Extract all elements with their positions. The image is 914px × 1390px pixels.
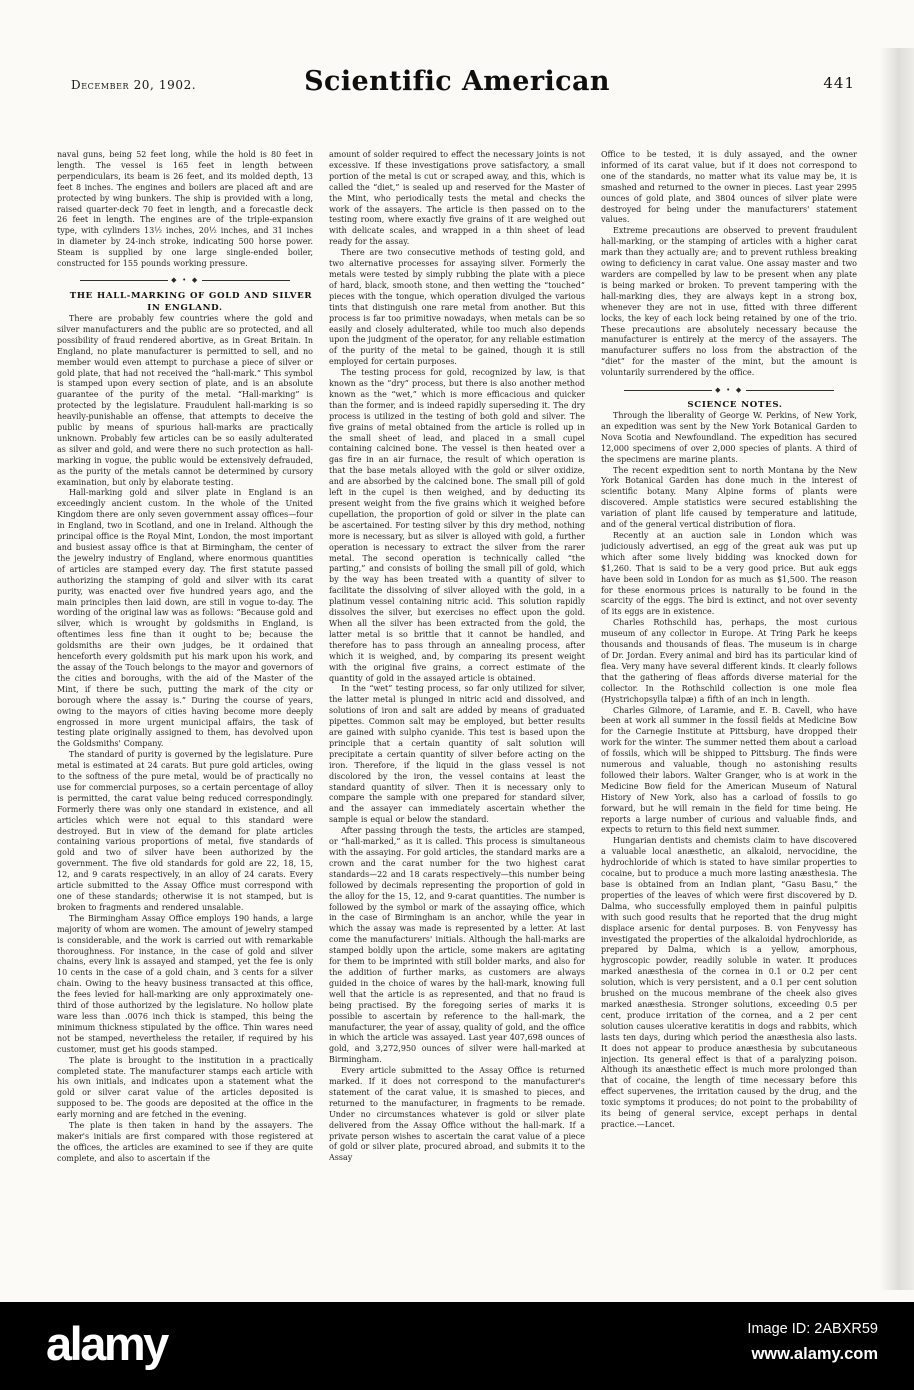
paragraph: amount of solder required to effect the necessary joints is not excessive. If these investigations prove satisfactory, a small portion of the metal is cut or scraped away, and this, which is called the “diet,” is sealed up and reserved for the Master of the Mint, who periodically tests the metal and checks the work of the assayers. The article is then passed on to the testing room, where exactly five grains of it are weighed out with delicate scales, and wrapped in a thin sheet of lead ready for the assay. <box>329 150 585 247</box>
paragraph: Office to be tested, it is duly assayed, and the owner informed of its carat value, but if it does not correspond to one of the standards, no matter what its value may be, it is smashed and returned to the owner in pieces. Last year 2995 ounces of gold plate, and 3804 ounces of silver plate were destroyed for being under the manufacturers' statement values. <box>601 150 857 225</box>
column-1 <box>57 150 313 1290</box>
divider-line <box>202 280 290 281</box>
paragraph: Charles Rothschild has, perhaps, the most curious museum of any collector in Europe. At Tring Park he keeps thousands and thousands of fleas. The museum is in charge of Dr. Jordan. Every animal and bird has its particular kind of flea. Very many have several different kinds. It clearly follows that the gathering of fleas affords diverse material for the collector. In the Rothschild collection is one mole flea (Hystrichopsylla talpæ) a fifth of an inch in length. <box>601 618 857 704</box>
section-divider <box>80 275 290 287</box>
scan-edge <box>880 48 914 1290</box>
paragraph: There are two consecutive methods of testing gold, and two alternative processes for assaying silver. Formerly the metals were tested by simply rubbing the plate with a piece of hard, black, smooth stone, and then wetting the “touched” pieces with the tongue, which operation divulged the various tints that distinguish one rare metal from another. But this process is far too primitive nowadays, when metals can be so easily and closely adulterated, while too much also depends upon the judgment of the operator, for any reliable estimation of the purity of the metal to be gained, though it is still employed for certain purposes. <box>329 248 585 367</box>
article-title: THE HALL-MARKING OF GOLD AND SILVER IN ENGLAND. <box>69 290 313 313</box>
divider-line <box>624 390 712 391</box>
paragraph: The plate is brought to the institution in a practically completed state. The manufacturer stamps each article with his own initials, and indicates upon a statement what the gold or silver carat value of the articles deposited is supposed to be. The goods are deposited at the office in the early morning and are fetched in the evening. <box>57 1055 313 1120</box>
watermark-meta <box>747 1321 878 1364</box>
paragraph: The standard of purity is governed by the legislature. Pure metal is estimated at 24 carats. But pure gold articles, owing to the softness of the pure metal, would be of practically no use for commercial purposes, so a certain percentage of alloy is permitted, the carat value being reduced correspondingly. Formerly there was only one standard in existence, and all articles which were not equal to this standard were destroyed. But in view of the demand for plate articles containing various proportions of metal, five standards of gold and two of silver have been authorized by the government. The five old standards for gold are 22, 18, 15, 12, and 9 carats respectively, in an alloy of 24 carats. Every article submitted to the Assay Office must correspond with one of these standards; otherwise it is not stamped, but is broken to fragments and rendered unsalable. <box>57 750 313 912</box>
section-divider <box>624 384 834 396</box>
divider-line <box>746 390 834 391</box>
masthead-title: Scientific American <box>304 66 610 97</box>
paragraph: Extreme precautions are observed to prevent fraudulent hall-marking, or the stamping of articles with a higher carat mark than they actually are; and to prevent ruthless breaking owing to deficiency in carat value. One assay master and two warders are compelled by law to be present when any plate is being marked or broken. To prevent tampering with the hall-marking dies, they are always kept in a strong box, whenever they are not in use, fitted with three different locks, the key of each lock being retained by one of the trio. These precautions are absolutely necessary because the manufacturer is entirely at the mercy of the assayers. The manufacturer suffers no loss from the abstraction of the “diet” for the master of the mint, but the amount is voluntarily surrendered by the office. <box>601 226 857 378</box>
column-3 <box>601 150 857 1290</box>
image-id: Image ID: 2ABXR59 <box>747 1321 878 1337</box>
paragraph: The testing process for gold, recognized by law, is that known as the “dry” process, but there is also another method known as the “wet,” which is more efficacious and quicker than the former, and is indeed rapidly superseding it. The dry process is utilized in the testing of both gold and silver. The five grains of metal obtained from the article is rolled up in the small sheet of lead, and placed in a small cupel containing calcined bone. The vessel is then heated over a gas fire in an air furnace, the result of which operation is that the base metals alloyed with the gold or silver oxidize, and are absorbed by the calcined bone. The small pill of gold left in the cupel is then weighed, and by deducting its present weight from the five grains which it weighed before cupellation, the proportion of gold or silver in the plate can be ascertained. For testing silver by this dry method, nothing more is necessary, but as silver is alloyed with gold, a further operation is necessary to extract the silver from the rarer metal. The second operation is technically called “the parting,” and consists of boiling the small pill of gold, which by the way has been treated with a quantity of silver to facilitate the dissolving of silver alloyed with the gold, in a platinum vessel containing nitric acid. This solution rapidly dissolves the silver, but exercises no effect upon the gold. When all the silver has been extracted from the gold, the latter metal is so brittle that it cannot be handled, and therefore has to pass through an annealing process, after which it is weighed, and, by comparing its present weight with the original five grains, a correct estimate of the quantity of gold in the assayed article is obtained. <box>329 368 585 683</box>
column-2 <box>329 150 585 1290</box>
article-columns <box>57 150 857 1290</box>
paragraph: Through the liberality of George W. Perkins, of New York, an expedition was sent by the New York Botanical Garden to Nova Scotia and Newfoundland. The expedition has secured 12,000 specimens of over 2,000 species of plants. A third of the specimens are marine plants. <box>601 411 857 464</box>
page-header <box>57 66 857 104</box>
science-notes-title: SCIENCE NOTES. <box>687 400 783 411</box>
paragraph: Charles Gilmore, of Laramie, and E. B. Cavell, who have been at work all summer in the fossil fields at Medicine Bow for the Carnegie Institute at Pittsburg, have dropped their work for the winter. The summer netted them about a carload of fossils, which will be shipped to Pittsburg. The finds were numerous and valuable, though no astonishing results followed their labors. Walter Granger, who is at work in the Medicine Bow field for the American Museum of Natural History of New York, also has a carload of fossils to go forward, but he will remain in the field for time being. He reports a large number of curious and valuable finds, and expects to return to this field next summer. <box>601 705 857 835</box>
watermark-bar <box>0 1302 914 1390</box>
divider-ornament-icon: ◆ • ◆ <box>715 385 743 394</box>
alamy-logo: alamy <box>46 1317 167 1370</box>
page-number: 441 <box>823 74 855 92</box>
divider-line <box>80 280 168 281</box>
paragraph: The recent expedition sent to north Montana by the New York Botanical Garden has done much in the interest of scientific botany. Many Alpine forms of plants were discovered. Ample statistics were secured establishing the variation of plant life caused by temperature and latitude, and of the general vertical distribution of flora. <box>601 465 857 530</box>
issue-date: December 20, 1902. <box>71 78 197 92</box>
paragraph: Hall-marking gold and silver plate in England is an exceedingly ancient custom. In the whole of the United Kingdom there are only seven government assay offices—four in England, two in Scotland, and one in Ireland. Although the principal office is the Royal Mint, London, the most important and busiest assay office is that at Birmingham, the center of the jewelry industry of England, where enormous quantities of articles are stamped every day. The first statute passed authorizing the stamping of gold and silver with its carat purity, was enacted over five hundred years ago, and the main principles then laid down, are still in vogue to-day. The wording of the original law was as follows: “Because gold and silver, which is wrought by goldsmiths in England, is oftentimes less fine than it ought to be; because the goldsmiths are their own judges, be it ordained that henceforth every goldsmith put his mark upon his work, and the assay of the Touch belongs to the mayor and governors of the cities and boroughs, with the aid of the Master of the Mint, if there be such, putting the mark of the city or borough where the assay is.” During the course of years, owing to the mayors of cities having become more deeply engrossed in more urgent municipal affairs, the task of testing plate originally assigned to them, has devolved upon the Goldsmiths' Company. <box>57 488 313 749</box>
alamy-url: www.alamy.com <box>751 1345 878 1363</box>
paragraph: The Birmingham Assay Office employs 190 hands, a large majority of whom are women. The amount of jewelry stamped is considerable, and the work is carried out with remarkable thoroughness. For instance, in the case of gold and silver chains, every link is assayed and stamped, yet the fee is only 10 cents in the case of a gold chain, and 3 cents for a silver chain. Owing to the heavy business transacted at this office, the fees levied for hall-marking are only approximately one-third of those authorized by the legislature. No hollow plate ware less than .0076 inch thick is stamped, this being the minimum thickness stipulated by the office. Thin wares need not be stamped, nevertheless the retailer, if required by his customer, must get his goods stamped. <box>57 913 313 1054</box>
paragraph: Hungarian dentists and chemists claim to have discovered a valuable local anæsthetic, an alkaloid, nervocidine, the hydrochloride of which is stated to have similar properties to cocaine, but to produce a much more lasting anæsthesia. The base is obtained from an Indian plant, “Gasu Basu,” the properties of the leaves of which were first discovered by D. Dalma, who successfully employed them in painful pulpitis with such good results that he reported that the drug might displace arsenic for dental purposes. B. von Fenyvessy has investigated the properties of the alkaloidal hydrochloride, as prepared by Dalma, which is a yellow, amorphous, hygroscopic powder, readily soluble in water. It produces marked anæsthesia of the cornea in 0.1 or 0.2 per cent solution, which is very persistent, and a 0.1 per cent solution brushed on the mucous membrane of the cheek also gives marked anæsthesia. Stronger solutions, exceeding 0.5 per cent, produce irritation of the cornea, and a 2 per cent solution causes ulcerative keratitis in dogs and rabbits, which lasts ten days, during which period the anæsthesia also lasts. It does not appear to produce anæsthesia by subcutaneous injection. Its general effect is that of a paralyzing poison. Although its anæsthetic effect is much more prolonged than that of cocaine, the length of time necessary before this effect supervenes, the irritation caused by the drug, and the toxic symptoms it produces; do not point to the probability of its being of general service, except perhaps in dental practice.—Lancet. <box>601 836 857 1129</box>
paragraph: After passing through the tests, the articles are stamped, or “hall-marked,” as it is called. This process is simultaneous with the assaying. For gold articles, the standard marks are a crown and the carat number for the two highest carat standards—22 and 18 carats respectively—this number being followed by decimals representing the proportion of gold in the alloy for the 15, 12, and 9-carat quantities. The number is followed by the symbol or mark of the assaying office, which in the case of Birmingham is an anchor, while the year in which the assay was made is represented by a letter. At last come the manufacturers' initials. Although the hall-marks are stamped boldly upon the article, some makers are agitating for them to be imprinted with still bolder marks, and also for the addition of further marks, as customers are always guided in the choice of wares by the hall-mark, knowing full well that the article is as represented, and that no fraud is being practised. By the foregoing series of marks it is possible to ascertain by reference to the hall-mark, the manufacturer, the year of assay, quality of gold, and the office in which the article was assayed. Last year 407,698 ounces of gold, and 3,272,950 ounces of silver were hall-marked at Birmingham. <box>329 826 585 1065</box>
paragraph: naval guns, being 52 feet long, while the hold is 80 feet in length. The vessel is 165 feet in length between perpendiculars, its beam is 26 feet, and its molded depth, 13 feet 8 inches. The engines and boilers are placed aft and are protected by wing bunkers. The ship is provided with a long, raised quarter-deck 70 feet in length, and a forecastle deck 26 feet in length. The engines are of the triple-expansion type, with cylinders 13½ inches, 20½ inches, and 31 inches in diameter by 24-inch stroke, indicating 500 horse power. Steam is supplied by one large single-ended boiler, constructed for 155 pounds working pressure. <box>57 150 313 269</box>
paragraph: There are probably few countries where the gold and silver manufacturers and the public are so protected, and all possibility of fraud rendered abortive, as in Great Britain. In England, no plate manufacturer is permitted to sell, and no member would even attempt to purchase a piece of silver or gold plate, that had not received the “hall-mark.” This symbol is stamped upon every section of plate, and is an absolute guarantee of the purity of the metal. “Hall-marking” is protected by the legislature. Fraudulent hall-marking is so heavily-punishable an offense, that attempts to deceive the public by means of spurious hall-marks are practically unknown. Probably few articles can be so easily adulterated as silver and gold, and were there no such protection as hall-marking in vogue, the public would be extensively defrauded, as the purity of the metals cannot be determined by cursory examination, but only by elaborate testing. <box>57 313 313 487</box>
paragraph: In the “wet” testing process, so far only utilized for silver, the latter metal is plunged in nitric acid and dissolved, and solutions of iron and salt are added by means of graduated pipettes. Common salt may be employed, but better results are gained with sulpho cyanide. This test is based upon the principle that a certain quantity of salt solution will precipitate a certain quantity of silver before acting on the iron. Therefore, if the liquid in the glass vessel is not discolored by the iron, the vessel contains at least the standard quantity of silver. Then it is necessary only to compare the sample with one prepared for standard silver, and the assayer can immediately ascertain whether the sample is equal or below the standard. <box>329 684 585 825</box>
paragraph: Recently at an auction sale in London which was judiciously advertised, an egg of the great auk was put up which after some lively bidding was knocked down for $1,260. That is said to be a very good price. But auk eggs have been sold in London for as much as $1,500. The reason for these enormous prices is naturally to be found in the scarcity of the eggs. The bird is extinct, and not over seventy of its eggs are in existence. <box>601 531 857 617</box>
paragraph: Every article submitted to the Assay Office is returned marked. If it does not correspond to the manufacturer's statement of the carat value, it is smashed to pieces, and returned to the manufacturer, in fragments to be remade. Under no circumstances whatever is gold or silver plate delivered from the Assay Office without the hall-mark. If a private person wishes to ascertain the carat value of a piece of gold or silver plate, procured abroad, and submits it to the Assay <box>329 1066 585 1163</box>
divider-ornament-icon: ◆ • ◆ <box>171 276 199 285</box>
paragraph: The plate is then taken in hand by the assayers. The maker's initials are first compared with those registered at the offices, the articles are examined to see if they are quite complete, and also to ascertain if the <box>57 1121 313 1163</box>
